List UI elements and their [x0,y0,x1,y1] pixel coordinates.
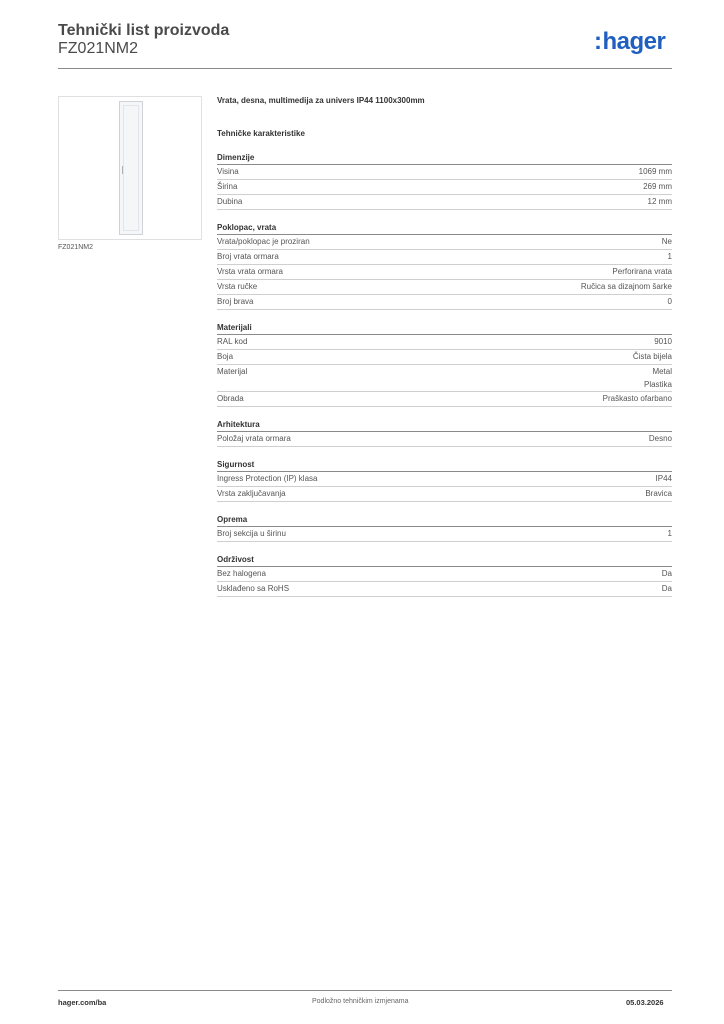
spec-row [217,265,672,280]
section-heading: Tehničke karakteristike [217,129,305,138]
spec-value: Ručica sa dizajnom šarke [580,282,672,291]
spec-label: Boja [217,352,234,361]
spec-value: 1 [667,529,672,538]
spec-value: IP44 [655,474,672,483]
product-code: FZ021NM2 [58,40,139,57]
spec-label: Obrada [217,394,244,403]
product-title: Vrata, desna, multimedija za univers IP44 1100x300mm [217,96,425,105]
spec-value: 1069 mm [638,167,672,176]
spec-value: 1 [667,252,672,261]
spec-row [217,195,672,210]
spec-row [217,350,672,365]
spec-groups [217,152,672,597]
spec-label: Vrata/poklopac je proziran [217,237,310,246]
spec-group [217,514,672,542]
spec-label: Širina [217,182,238,191]
spec-value: Praškasto ofarbano [602,394,672,403]
spec-content [217,96,672,597]
spec-value: Da [661,584,672,593]
spec-group [217,554,672,597]
spec-label: Ingress Protection (IP) klasa [217,474,318,483]
footer-divider [58,990,672,991]
spec-value: Bravica [645,489,672,498]
spec-label: Položaj vrata ormara [217,434,291,443]
footer-website[interactable]: hager.com/ba [58,998,107,1007]
spec-row [217,365,672,392]
spec-row [217,235,672,250]
spec-row [217,295,672,310]
spec-row [217,487,672,502]
spec-row [217,432,672,447]
spec-group [217,419,672,447]
spec-group [217,322,672,407]
spec-label: Visina [217,167,239,176]
spec-row [217,392,672,407]
spec-label: Usklađeno sa RoHS [217,584,290,593]
spec-value: 9010 [654,337,672,346]
spec-row [217,280,672,295]
spec-row [217,472,672,487]
spec-value: Metal Plastika [643,367,672,389]
spec-label: Materijal [217,367,248,376]
spec-group-title: Dimenzije [217,152,672,165]
spec-group-title: Materijali [217,322,672,335]
spec-label: Bez halogena [217,569,266,578]
logo-dots-icon: : [594,28,602,55]
spec-label: Vrsta ručke [217,282,258,291]
spec-group [217,152,672,210]
spec-value: Ne [661,237,672,246]
spec-value: Perforirana vrata [612,267,672,276]
spec-label: Broj brava [217,297,254,306]
spec-value: Da [661,569,672,578]
spec-row [217,335,672,350]
spec-group-title: Oprema [217,514,672,527]
spec-row [217,250,672,265]
spec-group-title: Poklopac, vrata [217,222,672,235]
spec-row [217,567,672,582]
spec-label: Dubina [217,197,243,206]
spec-value: Čista bijela [632,352,672,361]
spec-group [217,459,672,502]
spec-value: 269 mm [643,182,672,191]
spec-label: Vrsta zaključavanja [217,489,286,498]
hager-logo [594,28,665,56]
door-illustration-icon [119,101,143,235]
spec-label: Broj vrata ormara [217,252,279,261]
spec-row [217,180,672,195]
spec-label: RAL kod [217,337,248,346]
spec-label: Vrsta vrata ormara [217,267,283,276]
spec-group-title: Održivost [217,554,672,567]
spec-value: 0 [667,297,672,306]
spec-value: Desno [648,434,672,443]
product-image [58,96,202,240]
spec-label: Broj sekcija u širinu [217,529,286,538]
door-handle-icon [122,166,124,174]
footer-notice: Podložno tehničkim izmjenama [312,998,409,1005]
spec-row [217,527,672,542]
header-divider [58,68,672,69]
spec-group [217,222,672,310]
page-title: Tehnički list proizvoda [58,22,230,39]
spec-group-title: Sigurnost [217,459,672,472]
spec-row [217,165,672,180]
spec-group-title: Arhitektura [217,419,672,432]
logo-text: hager [602,28,666,55]
footer-date: 05.03.2026 [626,998,664,1007]
product-image-caption: FZ021NM2 [58,244,94,251]
spec-row [217,582,672,597]
spec-value: 12 mm [647,197,672,206]
